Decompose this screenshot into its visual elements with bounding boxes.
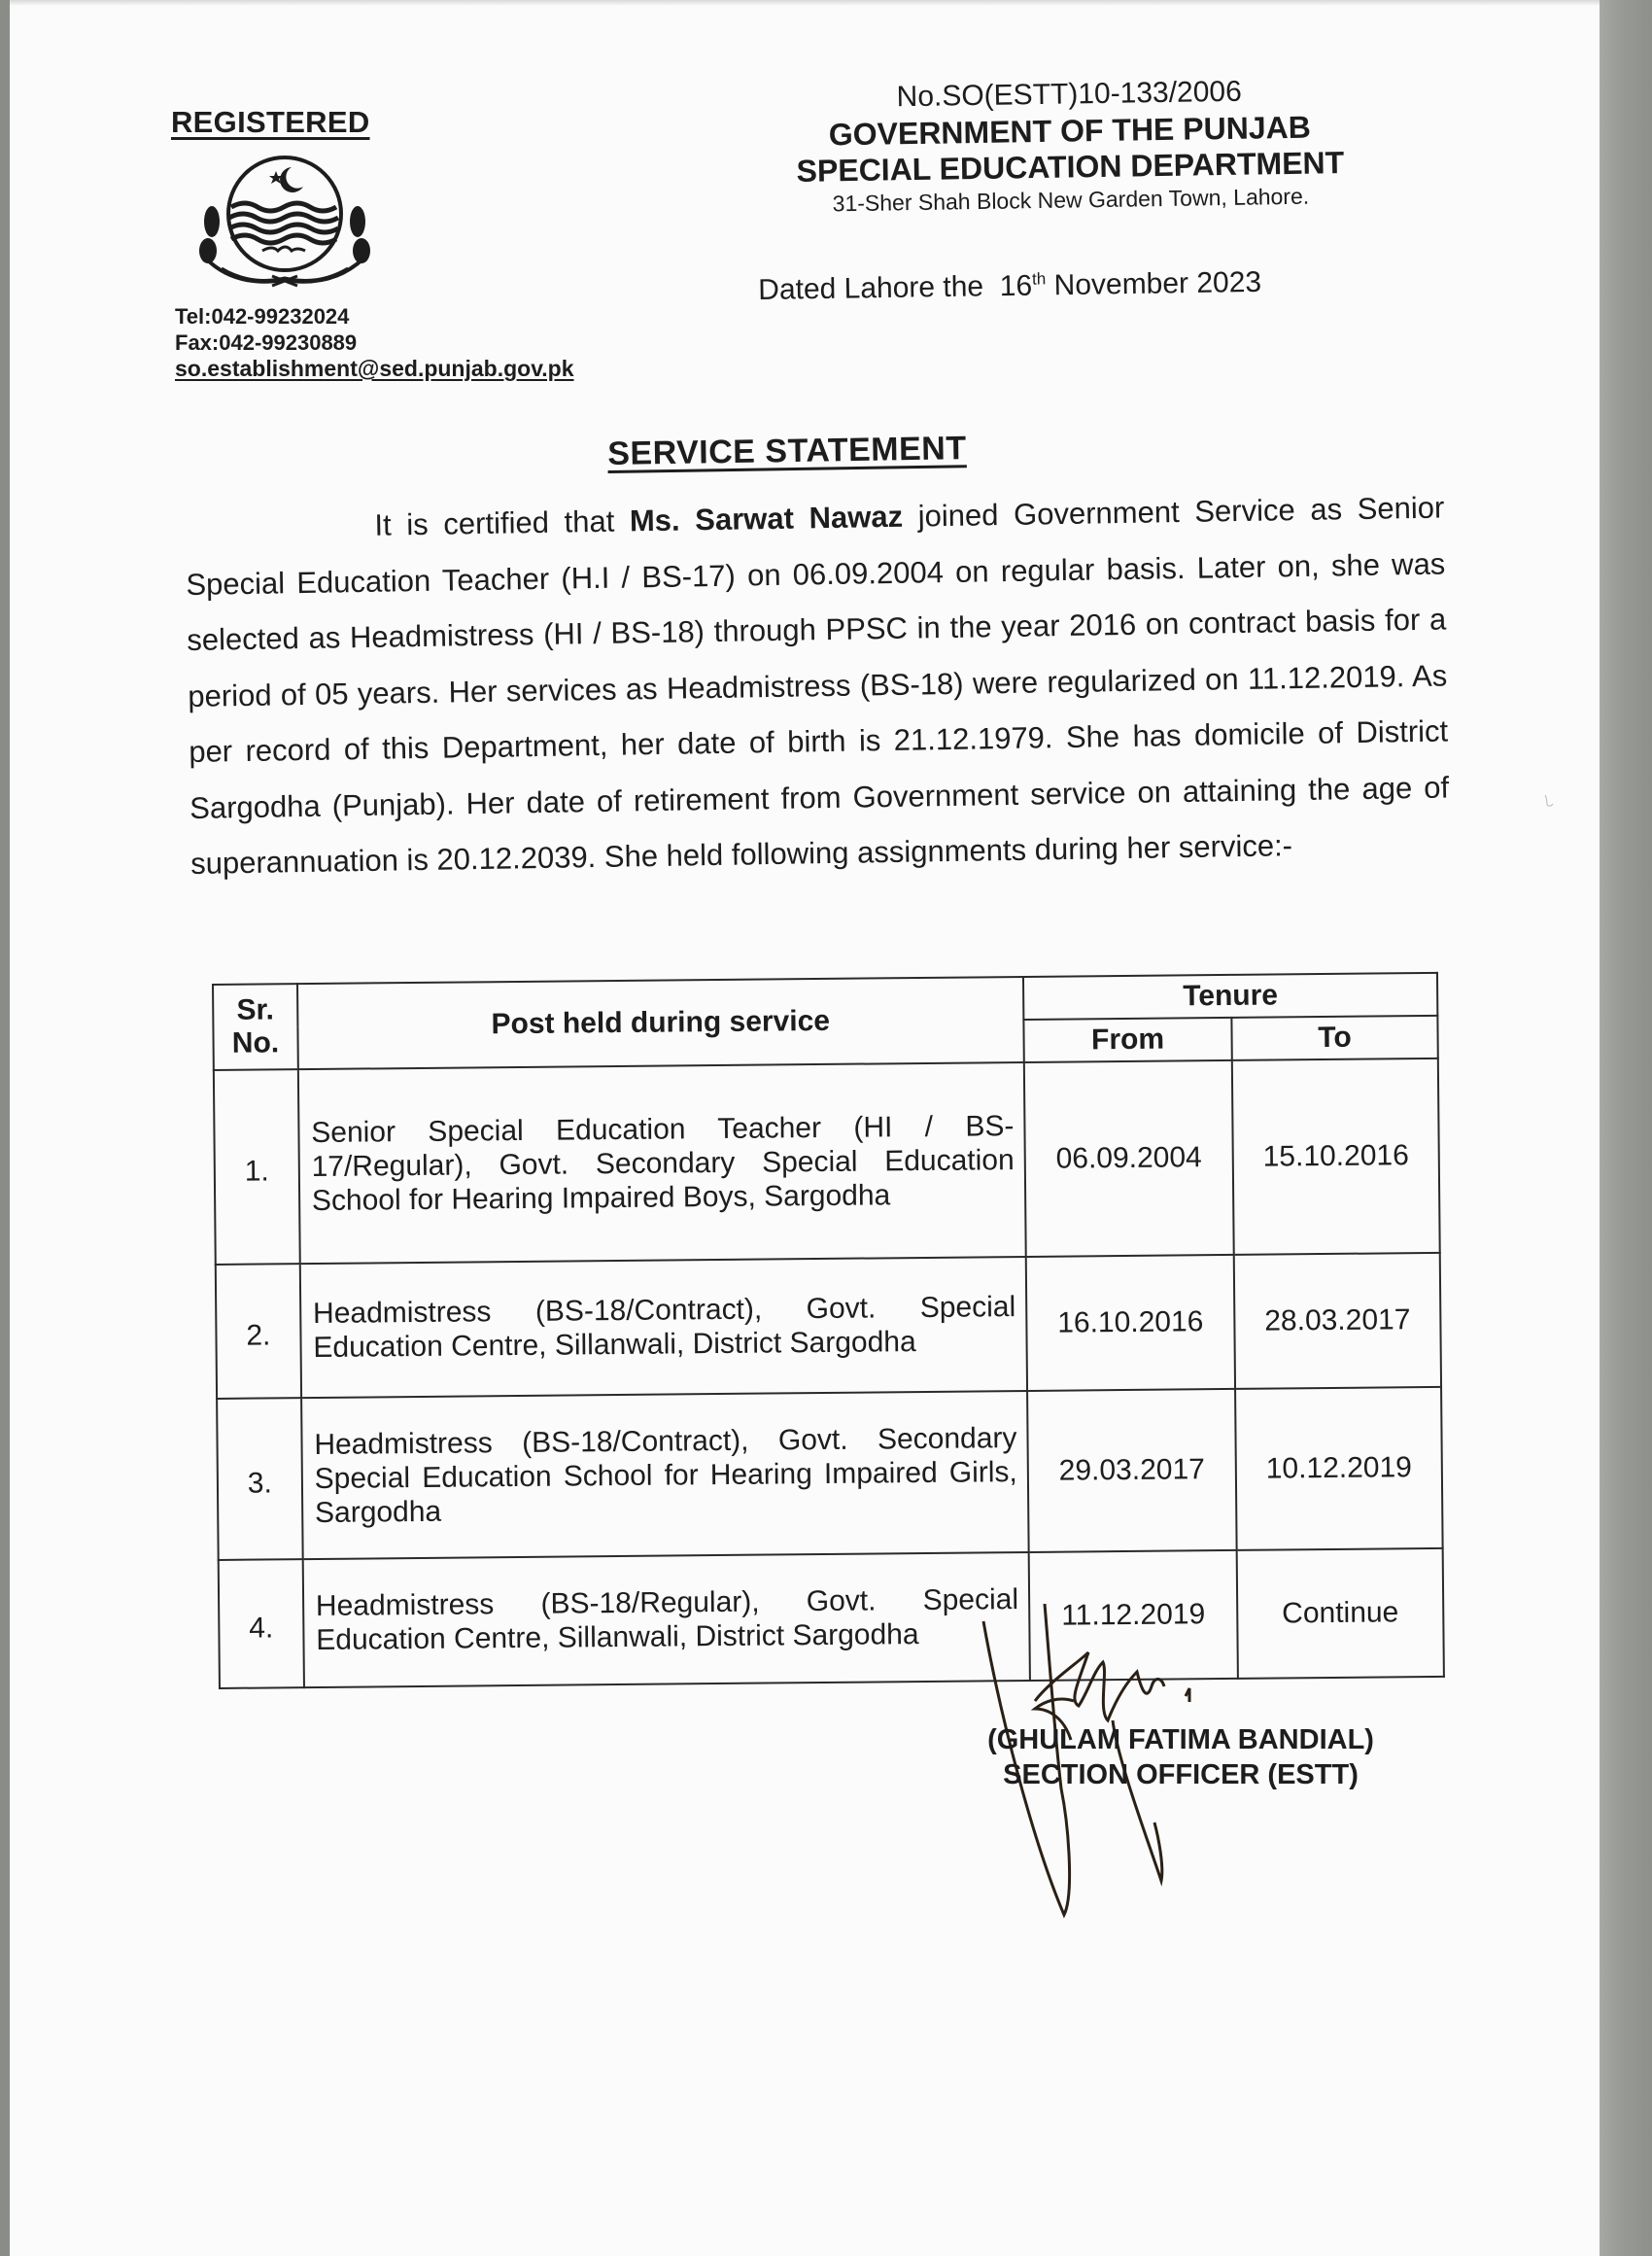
document-title: SERVICE STATEMENT xyxy=(607,430,967,472)
government-name: GOVERNMENT OF THE PUNJAB xyxy=(828,109,1312,153)
table-row xyxy=(217,1387,1443,1560)
cell-from: 06.09.2004 xyxy=(1024,1060,1234,1257)
header-from: From xyxy=(1023,1018,1231,1062)
scan-border xyxy=(1600,0,1652,2256)
scan-speck-icon xyxy=(1543,793,1555,813)
cell-post: Headmistress (BS-18/Contract), Govt. Special Education Centre, Sillanwali, District Sargodha xyxy=(300,1257,1027,1398)
cell-from: 11.12.2019 xyxy=(1029,1550,1238,1681)
para-intro: It is certified that xyxy=(374,503,615,542)
table-row xyxy=(214,1059,1440,1265)
department-name: SPECIAL EDUCATION DEPARTMENT xyxy=(796,145,1345,189)
cell-post: Headmistress (BS-18/Regular), Govt. Special Education Centre, Sillanwali, District Sargodha xyxy=(303,1552,1030,1687)
signatory-designation: SECTION OFFICER (ESTT) xyxy=(1003,1759,1359,1790)
certificate-paragraph xyxy=(185,480,1450,892)
table-row xyxy=(216,1253,1441,1399)
cell-to: 15.10.2016 xyxy=(1232,1059,1440,1255)
date-line xyxy=(758,266,1261,307)
para-body: joined Government Service as Senior Special Education Teacher (H.I / BS-17) on 06.09.2004 on regular basis. Later on, she was selected as Headmistress (HI / BS-18) through PPSC in the year 2016 on contract basis for a period of 05 years. Her services as Headmistress (BS-18) were regularized on 11.12.2019. As per record of this Department, her date of birth is 21.12.1979. She has domicile of District Sargodha (Punjab). Her date of retirement from Government service on attaining the age of superannuation is 20.12.2039. She held following assignments during her service:- xyxy=(186,490,1450,881)
cell-from: 16.10.2016 xyxy=(1026,1255,1235,1391)
assignments-table-wrapper xyxy=(212,972,1445,1689)
header-post: Post held during service xyxy=(297,977,1024,1069)
scan-shadow xyxy=(10,0,1600,6)
signatory-name: (GHULAM FATIMA BANDIAL) xyxy=(987,1724,1374,1755)
reference-number: No.SO(ESTT)10-133/2006 xyxy=(896,75,1243,114)
cell-sr: 3. xyxy=(217,1398,302,1560)
cell-to: 28.03.2017 xyxy=(1234,1253,1441,1389)
cell-from: 29.03.2017 xyxy=(1027,1389,1237,1552)
cell-to: 10.12.2019 xyxy=(1235,1387,1443,1550)
header-sr-no: Sr. No. xyxy=(213,984,298,1070)
scanned-page xyxy=(10,0,1600,2256)
telephone: Tel:042-99232024 xyxy=(175,304,350,329)
punjab-emblem-icon xyxy=(192,154,377,290)
letterhead xyxy=(729,73,1411,219)
cell-post: Senior Special Education Teacher (HI / BS-17/Regular), Govt. Secondary Special Education School for Hearing Impaired Boys, Sargodha xyxy=(298,1062,1026,1264)
header-to: To xyxy=(1231,1016,1437,1060)
contact-block xyxy=(175,303,574,382)
date-month-year: November 2023 xyxy=(1053,265,1262,302)
department-address: 31-Sher Shah Block New Garden Town, Lahore. xyxy=(832,183,1310,217)
email-link[interactable]: so.establishment@sed.punjab.gov.pk xyxy=(175,356,574,381)
cell-sr: 2. xyxy=(216,1264,301,1399)
date-day: 16 xyxy=(999,269,1033,303)
cell-sr: 4. xyxy=(219,1559,304,1688)
registered-label: REGISTERED xyxy=(171,105,370,139)
employee-name: Ms. Sarwat Nawaz xyxy=(629,499,904,538)
header-tenure: Tenure xyxy=(1023,973,1437,1020)
cell-post: Headmistress (BS-18/Contract), Govt. Secondary Special Education School for Hearing Impaired Girls, Sargodha xyxy=(301,1391,1029,1559)
assignments-table xyxy=(212,972,1445,1689)
date-prefix: Dated Lahore the xyxy=(758,270,984,306)
fax: Fax:042-99230889 xyxy=(175,330,358,355)
date-day-suffix: th xyxy=(1031,269,1047,289)
cell-sr: 1. xyxy=(214,1069,300,1265)
cell-to: Continue xyxy=(1237,1548,1444,1679)
signature-block xyxy=(947,1722,1414,1792)
